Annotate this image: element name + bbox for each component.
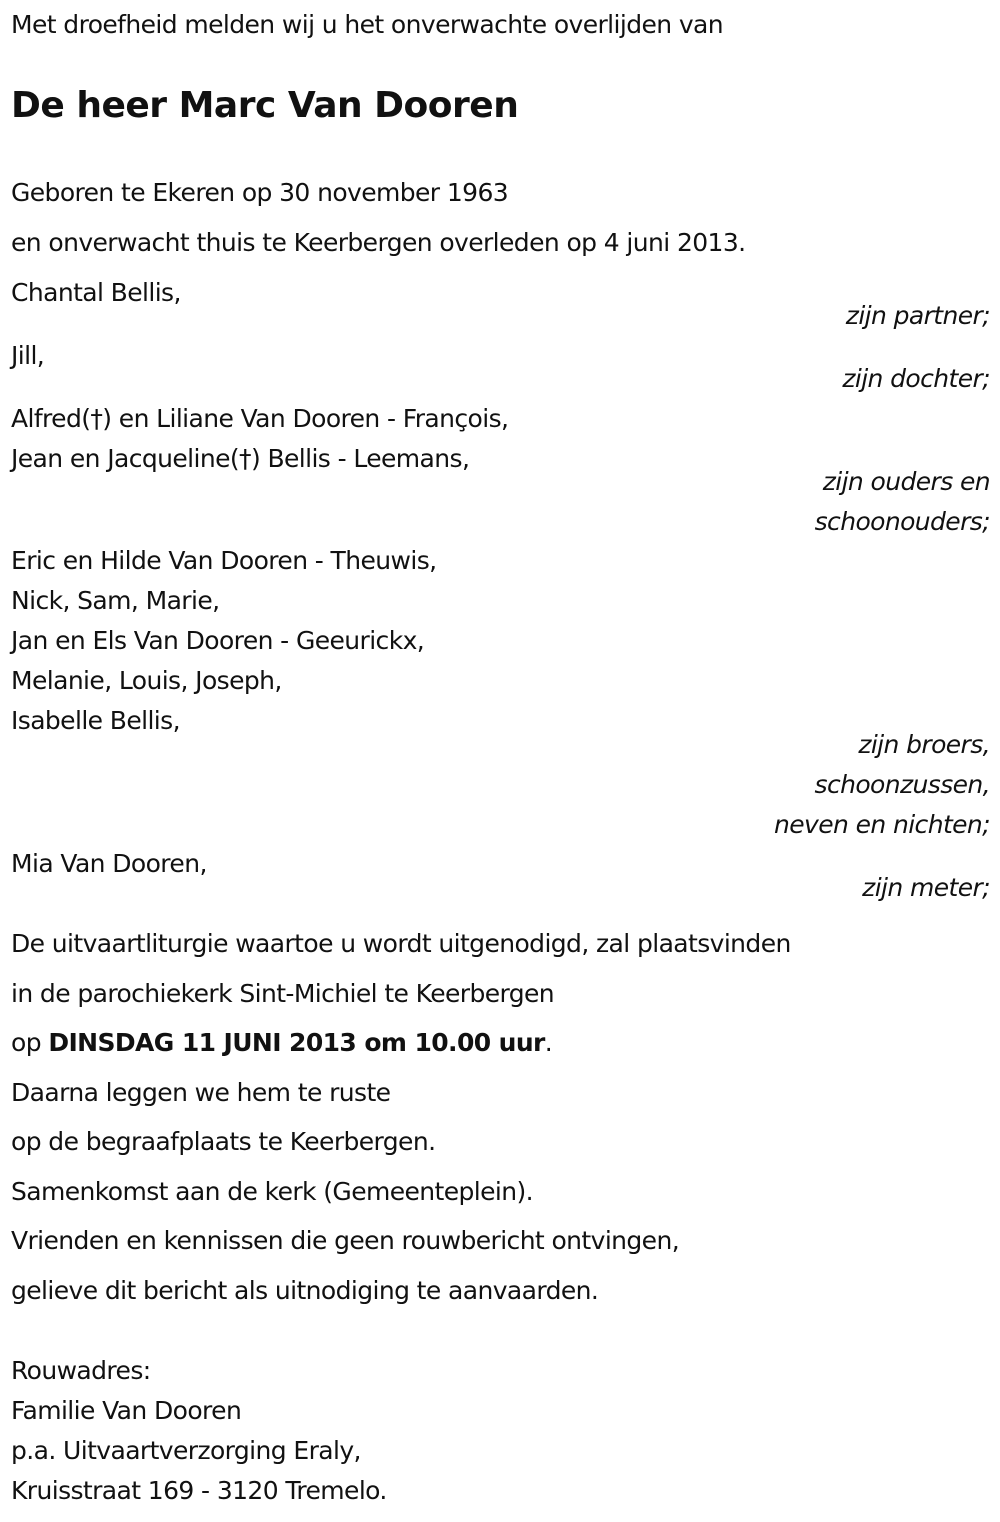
relation-label: zijn dochter; <box>842 364 990 393</box>
deceased-name: De heer Marc Van Dooren <box>11 85 519 126</box>
address-line: p.a. Uitvaartverzorging Eraly, <box>11 1436 361 1465</box>
relation-label: zijn broers, <box>858 730 990 759</box>
relation-label: neven en nichten; <box>774 810 990 839</box>
funeral-date-bold: DINSDAG 11 JUNI 2013 om 10.00 uur <box>48 1028 545 1057</box>
family-name: Eric en Hilde Van Dooren - Theuwis, <box>11 546 437 575</box>
family-name: Jill, <box>11 341 45 370</box>
relation-label: schoonzussen, <box>814 770 990 799</box>
birth-text: Geboren te Ekeren op 30 november 1963 <box>11 178 509 207</box>
relation-label: zijn partner; <box>845 301 990 330</box>
relation-label: schoonouders; <box>814 507 990 536</box>
relation-label: zijn ouders en <box>822 467 990 496</box>
funeral-text: op de begraafplaats te Keerbergen. <box>11 1127 436 1156</box>
relation-label: zijn meter; <box>862 873 990 902</box>
funeral-text: Daarna leggen we hem te ruste <box>11 1078 391 1107</box>
funeral-datetime: op DINSDAG 11 JUNI 2013 om 10.00 uur. <box>11 1028 553 1057</box>
family-name: Chantal Bellis, <box>11 278 181 307</box>
funeral-text: Samenkomst aan de kerk (Gemeenteplein). <box>11 1177 534 1206</box>
family-name: Melanie, Louis, Joseph, <box>11 666 282 695</box>
funeral-text: in de parochiekerk Sint-Michiel te Keerbergen <box>11 979 555 1008</box>
family-name: Isabelle Bellis, <box>11 706 180 735</box>
family-name: Alfred(†) en Liliane Van Dooren - François, <box>11 404 509 433</box>
address-line: Kruisstraat 169 - 3120 Tremelo. <box>11 1476 387 1505</box>
death-text: en onverwacht thuis te Keerbergen overleden op 4 juni 2013. <box>11 228 746 257</box>
funeral-text: De uitvaartliturgie waartoe u wordt uitgenodigd, zal plaatsvinden <box>11 929 791 958</box>
intro-text: Met droefheid melden wij u het onverwachte overlijden van <box>11 10 724 39</box>
address-line: Familie Van Dooren <box>11 1396 242 1425</box>
family-name: Mia Van Dooren, <box>11 849 207 878</box>
funeral-text: gelieve dit bericht als uitnodiging te aanvaarden. <box>11 1276 599 1305</box>
family-name: Nick, Sam, Marie, <box>11 586 220 615</box>
address-label: Rouwadres: <box>11 1356 151 1385</box>
funeral-text: Vrienden en kennissen die geen rouwbericht ontvingen, <box>11 1226 680 1255</box>
family-name: Jean en Jacqueline(†) Bellis - Leemans, <box>11 444 470 473</box>
family-name: Jan en Els Van Dooren - Geeurickx, <box>11 626 425 655</box>
